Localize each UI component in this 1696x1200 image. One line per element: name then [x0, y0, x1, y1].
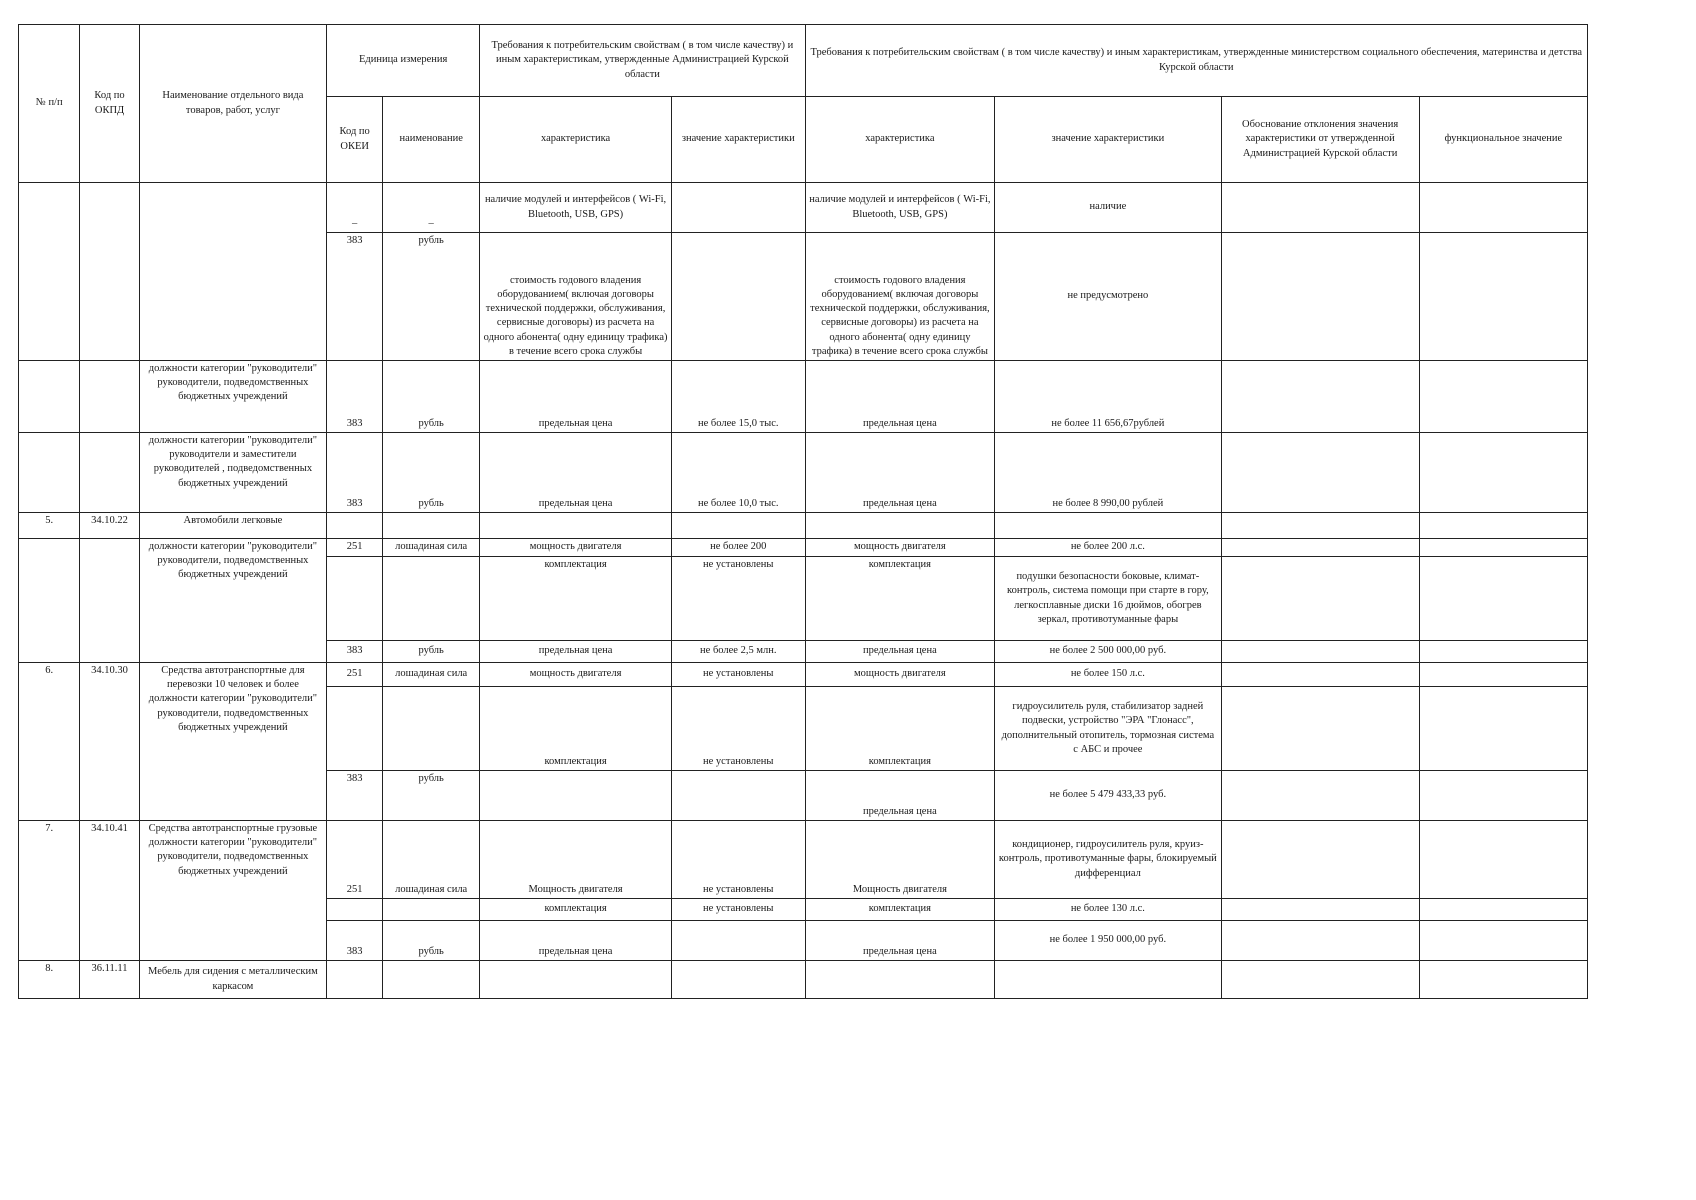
empty-cell	[671, 961, 805, 999]
empty-cell	[1221, 899, 1419, 921]
empty-cell	[80, 433, 139, 513]
header-functional: функциональное значение	[1419, 97, 1587, 183]
table-cell: 34.10.22	[80, 513, 139, 539]
empty-cell	[80, 539, 139, 663]
header-row-1	[19, 25, 1588, 97]
header-name: Наименование отдельного вида товаров, работ, услуг	[139, 25, 326, 183]
table-cell: не установлены	[671, 687, 805, 771]
header-char-ministry: характеристика	[805, 97, 995, 183]
table-cell: предельная цена	[480, 641, 672, 663]
empty-cell	[480, 771, 672, 821]
table-cell: 383	[327, 641, 383, 663]
empty-cell	[383, 513, 480, 539]
table-cell: гидроусилитель руля, стабилизатор задней подвески, устройство "ЭРА "Глонасс", дополнительный отопитель, тормозная система с АБС и прочее	[995, 687, 1221, 771]
empty-cell	[80, 183, 139, 361]
table-row	[19, 663, 1588, 687]
empty-cell	[1221, 663, 1419, 687]
table-cell: Автомобили легковые	[139, 513, 326, 539]
empty-cell	[1419, 899, 1587, 921]
table-row	[19, 821, 1588, 899]
table-cell: 5.	[19, 513, 80, 539]
table-row	[19, 183, 1588, 233]
table-cell: рубль	[383, 233, 480, 361]
table-cell: не более 1 950 000,00 руб.	[995, 921, 1221, 961]
table-cell: 6.	[19, 663, 80, 821]
table-cell: не более 2 500 000,00 руб.	[995, 641, 1221, 663]
empty-cell	[1221, 921, 1419, 961]
table-cell: комплектация	[805, 687, 995, 771]
table-cell: не более 8 990,00 рублей	[995, 433, 1221, 513]
empty-cell	[1419, 539, 1587, 557]
table-cell: не установлены	[671, 557, 805, 641]
empty-cell	[671, 183, 805, 233]
table-row	[19, 539, 1588, 557]
table-cell: предельная цена	[480, 361, 672, 433]
table-cell: рубль	[383, 433, 480, 513]
table-cell: должности категории "руководители" руководители, подведомственных бюджетных учреждений	[139, 539, 326, 663]
table-cell: наличие	[995, 183, 1221, 233]
empty-cell	[383, 687, 480, 771]
empty-cell	[671, 921, 805, 961]
table-cell: мощность двигателя	[805, 663, 995, 687]
header-okpd: Код по ОКПД	[80, 25, 139, 183]
table-cell: лошадиная сила	[383, 663, 480, 687]
table-cell: предельная цена	[805, 641, 995, 663]
header-unit: Единица измерения	[327, 25, 480, 97]
empty-cell	[671, 233, 805, 361]
table-cell: комплектация	[480, 557, 672, 641]
empty-cell	[327, 961, 383, 999]
table-cell: 251	[327, 821, 383, 899]
table-cell: наличие модулей и интерфейсов ( Wi-Fi, Bluetooth, USB, GPS)	[805, 183, 995, 233]
empty-cell	[327, 687, 383, 771]
table-cell: Средства автотранспортные грузовые должности категории "руководители" руководители, подведомственных бюджетных учреждений	[139, 821, 326, 961]
empty-cell	[1221, 513, 1419, 539]
table-cell: не предусмотрено	[995, 233, 1221, 361]
header-num: № п/п	[19, 25, 80, 183]
empty-cell	[1221, 233, 1419, 361]
empty-cell	[1221, 687, 1419, 771]
table-cell: предельная цена	[805, 771, 995, 821]
table-cell: подушки безопасности боковые, климат-контроль, система помощи при старте в гору, легкосплавные диски 16 дюймов, обогрев зеркал, противотуманные фары	[995, 557, 1221, 641]
empty-cell	[139, 183, 326, 361]
empty-cell	[1419, 961, 1587, 999]
table-cell: лошадиная сила	[383, 539, 480, 557]
table-cell: лошадиная сила	[383, 821, 480, 899]
table-cell: предельная цена	[480, 433, 672, 513]
table-cell: 251	[327, 663, 383, 687]
empty-cell	[480, 961, 672, 999]
empty-cell	[805, 513, 995, 539]
table-cell: должности категории "руководители" руководители и заместители руководителей , подведомственных бюджетных учреждений	[139, 433, 326, 513]
empty-cell	[1419, 687, 1587, 771]
table-cell: комплектация	[480, 687, 672, 771]
table-cell: Средства автотранспортные для перевозки 10 человек и более должности категории "руководители" руководители, подведомственных бюджетных учреждений	[139, 663, 326, 821]
empty-cell	[671, 513, 805, 539]
table-cell: предельная цена	[805, 921, 995, 961]
empty-cell	[327, 557, 383, 641]
empty-cell	[995, 961, 1221, 999]
table-cell: 383	[327, 361, 383, 433]
table-cell: 383	[327, 771, 383, 821]
table-cell: предельная цена	[805, 433, 995, 513]
table-cell: комплектация	[805, 557, 995, 641]
header-unit-name: наименование	[383, 97, 480, 183]
table-cell: не более 200 л.с.	[995, 539, 1221, 557]
empty-cell	[383, 961, 480, 999]
empty-cell	[805, 961, 995, 999]
table-cell: рубль	[383, 361, 480, 433]
table-cell: мощность двигателя	[480, 663, 672, 687]
empty-cell	[1419, 233, 1587, 361]
table-cell: 383	[327, 433, 383, 513]
table-cell: должности категории "руководители" руководители, подведомственных бюджетных учреждений	[139, 361, 326, 433]
table-cell: Мощность двигателя	[805, 821, 995, 899]
empty-cell	[1419, 821, 1587, 899]
empty-cell	[19, 433, 80, 513]
header-justification: Обоснование отклонения значения характеристики от утвержденной Администрацией Курской области	[1221, 97, 1419, 183]
table-cell: 8.	[19, 961, 80, 999]
table-cell: предельная цена	[480, 921, 672, 961]
empty-cell	[19, 539, 80, 663]
table-row	[19, 361, 1588, 433]
table-cell: рубль	[383, 771, 480, 821]
requirements-table	[18, 24, 1588, 999]
table-cell: не более 10,0 тыс.	[671, 433, 805, 513]
empty-cell	[327, 513, 383, 539]
table-cell: мощность двигателя	[480, 539, 672, 557]
table-cell: Мебель для сидения с металлическим каркасом	[139, 961, 326, 999]
empty-cell	[1221, 433, 1419, 513]
table-row	[19, 961, 1588, 999]
empty-cell	[19, 183, 80, 361]
table-cell: стоимость годового владения оборудованием( включая договоры технической поддержки, обслуживания, сервисные договоры) из расчета на одного абонента( одну единицу трафика) в течение всего срока службы	[480, 233, 672, 361]
table-cell: не более 130 л.с.	[995, 899, 1221, 921]
table-cell: не более 150 л.с.	[995, 663, 1221, 687]
empty-cell	[671, 771, 805, 821]
table-cell: комплектация	[805, 899, 995, 921]
table-cell: 251	[327, 539, 383, 557]
table-cell: 34.10.41	[80, 821, 139, 961]
table-cell: не установлены	[671, 663, 805, 687]
empty-cell	[1221, 183, 1419, 233]
table-cell: не более 2,5 млн.	[671, 641, 805, 663]
table-cell: не более 5 479 433,33 руб.	[995, 771, 1221, 821]
header-okei: Код по ОКЕИ	[327, 97, 383, 183]
empty-cell	[1419, 361, 1587, 433]
table-cell: 34.10.30	[80, 663, 139, 821]
empty-cell	[1419, 663, 1587, 687]
empty-cell	[1419, 921, 1587, 961]
empty-cell	[19, 361, 80, 433]
table-cell: 7.	[19, 821, 80, 961]
table-row	[19, 433, 1588, 513]
empty-cell	[1221, 771, 1419, 821]
table-cell: рубль	[383, 921, 480, 961]
table-cell: не установлены	[671, 821, 805, 899]
header-char: характеристика	[480, 97, 672, 183]
table-cell: 383	[327, 233, 383, 361]
table-cell: Мощность двигателя	[480, 821, 672, 899]
empty-cell	[1221, 641, 1419, 663]
table-cell: не установлены	[671, 899, 805, 921]
table-cell: комплектация	[480, 899, 672, 921]
empty-cell	[995, 513, 1221, 539]
header-req-admin: Требования к потребительским свойствам ( в том числе качеству) и иным характеристикам, утвержденные Администрацией Курской области	[480, 25, 805, 97]
empty-cell	[1221, 961, 1419, 999]
empty-cell	[480, 513, 672, 539]
table-cell: 36.11.11	[80, 961, 139, 999]
table-cell: предельная цена	[805, 361, 995, 433]
empty-cell	[1419, 771, 1587, 821]
table-cell: стоимость годового владения оборудованием( включая договоры технической поддержки, обслуживания, сервисные договоры) из расчета на одного абонента( одну единицу трафика) в течение всего срока службы	[805, 233, 995, 361]
empty-cell	[1221, 539, 1419, 557]
empty-cell	[1419, 433, 1587, 513]
empty-cell	[1221, 821, 1419, 899]
empty-cell	[1221, 557, 1419, 641]
table-cell: не более 200	[671, 539, 805, 557]
empty-cell	[383, 899, 480, 921]
header-char-value: значение характеристики	[671, 97, 805, 183]
empty-cell	[80, 361, 139, 433]
table-cell: 383	[327, 921, 383, 961]
table-cell: кондиционер, гидроусилитель руля, круиз-контроль, противотуманные фары, блокируемый дифференциал	[995, 821, 1221, 899]
table-cell: наличие модулей и интерфейсов ( Wi-Fi, Bluetooth, USB, GPS)	[480, 183, 672, 233]
table-cell: мощность двигателя	[805, 539, 995, 557]
table-cell: рубль	[383, 641, 480, 663]
header-char-value-ministry: значение характеристики	[995, 97, 1221, 183]
empty-cell	[383, 557, 480, 641]
table-row	[19, 513, 1588, 539]
empty-cell	[1221, 361, 1419, 433]
header-req-ministry: Требования к потребительским свойствам ( в том числе качеству) и иным характеристикам, утвержденные министерством социального обеспечения, материнства и детства Курской области	[805, 25, 1587, 97]
empty-cell	[1419, 513, 1587, 539]
empty-cell	[327, 899, 383, 921]
table-cell: не более 11 656,67рублей	[995, 361, 1221, 433]
table-cell: –	[327, 183, 383, 233]
empty-cell	[1419, 183, 1587, 233]
table-cell: не более 15,0 тыс.	[671, 361, 805, 433]
table-cell: –	[383, 183, 480, 233]
empty-cell	[1419, 557, 1587, 641]
empty-cell	[1419, 641, 1587, 663]
